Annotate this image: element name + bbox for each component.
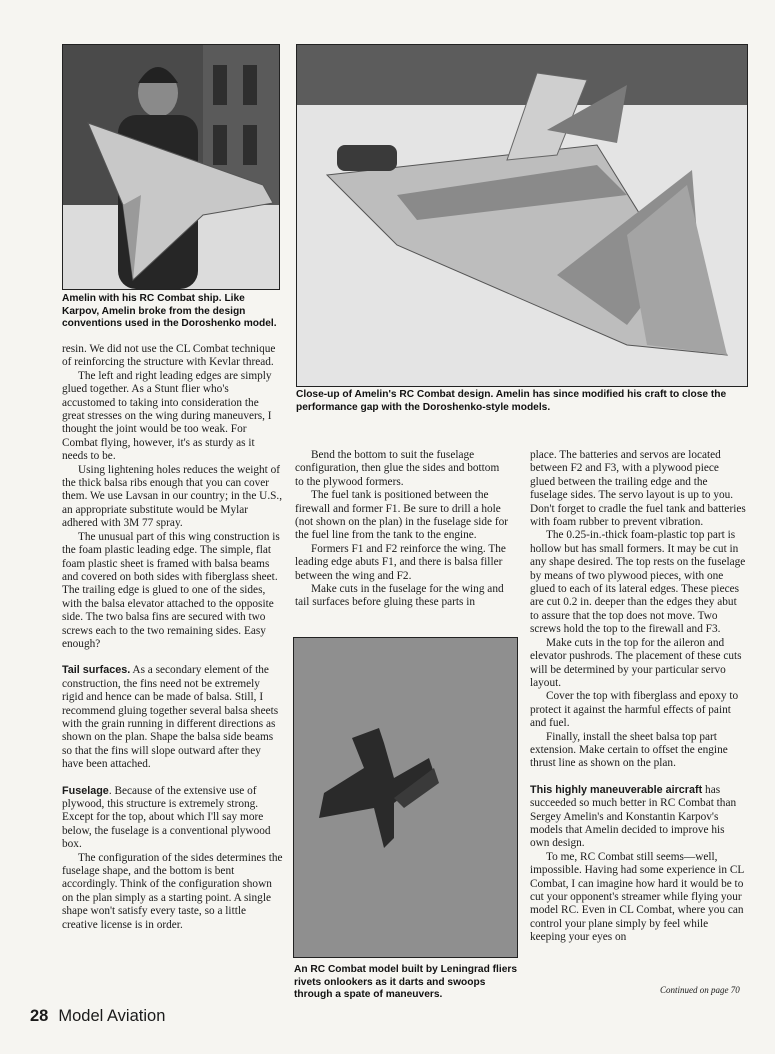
col3-paragraph: To me, RC Combat still seems—well, impossible. Having had some experience in CL Combat, I can imagine how hard it would be to cut your opponent's streamer while flying your model RC. Even in CL Combat, where you can control your plane simply by feel while keeping your eyes on <box>530 850 744 944</box>
article-column-1 <box>62 343 283 932</box>
col1-paragraph: The configuration of the sides determines the fuselage shape, and the bottom is bent accordingly. Think of the configuration shown on the plan simply as a starting point. A single shape won't satisfy every taste, so a little creative license is in order. <box>62 851 283 931</box>
col1-paragraph: The unusual part of this wing construction is the foam plastic leading edge. The simple, flat foam plastic sheet is framed with balsa beams and covered on both sides with fiberglass sheet. The trailing edge is glued to one of the sides, with the balsa elevator attached to the opposite side. The two balsa fins are secured with two screws each to the two remaining sides. Easy enough? <box>62 530 280 650</box>
col1-paragraph: Using lightening holes reduces the weight of the thick balsa ribs enough that you can cover them. We use Lavsan in our country; in the U.S., an appropriate substitute would be Mylar adhered with 3M 77 spray. <box>62 463 283 530</box>
photo-model-in-flight <box>293 637 518 958</box>
col2-paragraph: Formers F1 and F2 reinforce the wing. The leading edge abuts F1, and there is balsa filler between the wing and F2. <box>295 542 506 582</box>
magazine-title: Model Aviation <box>58 1007 166 1025</box>
subhead-maneuverable-aircraft: This highly maneuverable aircraft <box>530 783 703 796</box>
col3-paragraph: Make cuts in the top for the aileron and elevator pushrods. The placement of these cuts will be determined by your particular servo layout. <box>530 636 742 689</box>
photo3-caption: An RC Combat model built by Leningrad fliers rivets onlookers as it darts and swoops through a spate of maneuvers. <box>294 964 518 1000</box>
article-column-2 <box>295 449 509 610</box>
col3-paragraph: Cover the top with fiberglass and epoxy to protect it against the harmful effects of paint and fuel. <box>530 690 739 730</box>
photo-rc-combat-closeup <box>296 44 748 387</box>
col1-paragraph-tail-surfaces: Tail surfaces. As a secondary element of the construction, the fins need not be extremely rigid and hence can be made of balsa. Still, I recommend gluing together several balsa sheets with the grain running in different directions as shown on the plan. Shape the balsa side beams so that the fins will slope outward after they have been attached. <box>62 664 279 771</box>
col3-paragraph-maneuverable: This highly maneuverable aircraft has succeeded so much better in RC Combat than Sergey Amelin's and Konstantin Karpov's models that Amelin decided to improve his own design. <box>530 783 737 850</box>
page-footer <box>30 1007 165 1026</box>
continued-on-page: Continued on page 70 <box>660 985 740 995</box>
subhead-fuselage: Fuselage <box>62 784 109 797</box>
col1-paragraph-fuselage: Fuselage. Because of the extensive use of plywood, this structure is extremely strong. Except for the top, about which I'll say more below, the fuselage is a conventional plywood box. <box>62 784 271 851</box>
col2-paragraph: The fuel tank is positioned between the firewall and former F1. Be sure to drill a hole (not shown on the plan) in the fuselage side for the fuel line from the tank to the engine. <box>295 489 509 542</box>
col1-paragraph: resin. We did not use the CL Combat technique of reinforcing the structure with Kevlar thread. <box>62 343 276 369</box>
col1-paragraph: The left and right leading edges are simply glued together. As a Stunt flier who's accustomed to taking into consideration the great stresses on the wing during maneuvers, I thought the joint would be too weak. For Combat flying, however, it's as sturdy as it needs to be. <box>62 369 272 463</box>
col2-paragraph: Bend the bottom to suit the fuselage configuration, then glue the sides and bottom to the plywood formers. <box>295 449 500 488</box>
subhead-tail-surfaces: Tail surfaces. <box>62 664 131 677</box>
page-number: 28 <box>30 1007 49 1025</box>
photo2-caption: Close-up of Amelin's RC Combat design. Amelin has since modified his craft to close the performance gap with the Doroshenko-style models. <box>296 389 727 413</box>
col3-paragraph: Finally, install the sheet balsa top part extension. Make certain to offset the engine thrust line as shown on the plan. <box>530 730 728 770</box>
col3-paragraph: The 0.25-in.-thick foam-plastic top part is hollow but has small formers. It may be cut in any shape desired. The top rests on the fuselage by means of two plywood pieces, with one glued to each of its lateral edges. These pieces are cut 0.2 in. deeper than the edges they abut to assure that the top does not move. Two screws hold the top to the firewall and F3. <box>530 529 746 636</box>
article-column-3 <box>530 449 746 945</box>
photo1-caption: Amelin with his RC Combat ship. Like Karpov, Amelin broke from the design conventions used in the Doroshenko model. <box>62 293 277 329</box>
photo-amelin-holding-plane <box>62 44 280 290</box>
col3-paragraph: place. The batteries and servos are located between F2 and F3, with a plywood piece glued between the trailing edge and the fuselage sides. The servo layout is up to you. Don't forget to cradle the fuel tank and batteries with foam rubber to prevent vibration. <box>530 449 746 529</box>
col2-paragraph: Make cuts in the fuselage for the wing and tail surfaces before gluing these parts in <box>295 583 504 609</box>
